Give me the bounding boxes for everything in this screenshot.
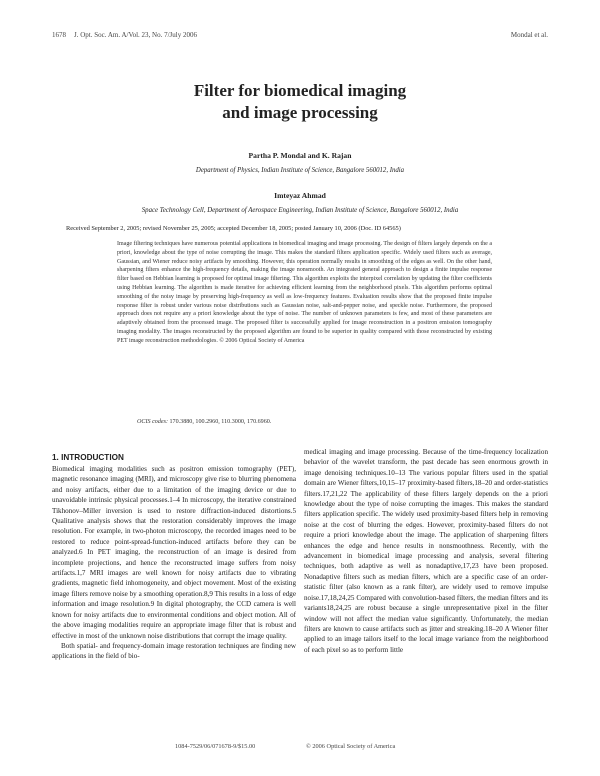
received-dates: Received September 2, 2005; revised November 25, 2005; accepted December 18, 2005; posted January 10, 2006 (Doc. ID 64565) bbox=[66, 225, 401, 232]
intro-paragraph-continued: medical imaging and image processing. Because of the time-frequency localization behavior of the wavelet transform, the past decade has seen enormous growth in image denoising techniques.10–13 The various popular filters used in the spatial domain are Wiener filters,10,15–17 proximity-based filters,18–20 and order-statistics filters.17,21,22 The applicability of these filters largely depends on the a priori knowledge about the type of noise corrupting the images. This makes the standard filters application specific. The widely used proximity-based filters help in removing noise at the cost of blurring the edges. However, proximity-based filters do not require a priori knowledge about the image. The application of sharpening filters enhances the edge and hence results in nonsmoothness. Recently, with the advancement in biomedical image processing and analysis, several filtering techniques, both adaptive as well as nonadaptive,17,23 have been proposed. Nonadaptive filters such as median filters, which are a specific case of an order-statistic filter (also known as a rank filter), are widely used to remove impulse noise.17,18,24,25 Compared with convolution-based filters, the median filters and its variants18,24,25 are robust because a single unrepresentative pixel in the filter window will not affect the median value significantly. Unfortunately, the median filters are known to cause artifacts such as jitter and streaking.18–20 A Wiener filter applied to an image tailors itself to the local image variance from the neighborhood of each pixel so as to perform little bbox=[304, 448, 548, 654]
ocis-codes bbox=[137, 419, 271, 425]
affiliation-2: Space Technology Cell, Department of Aerospace Engineering, Indian Institute of Science, Bangalore 560012, India bbox=[141, 207, 459, 214]
title-line-1: Filter for biomedical imaging bbox=[193, 81, 407, 100]
abstract bbox=[117, 240, 492, 346]
intro-paragraph-2: Both spatial- and frequency-domain image restoration techniques are finding new applications in the field of bio- bbox=[52, 641, 296, 661]
issn-code: 1084-7529/06/071678-9/$15.00 bbox=[175, 743, 256, 750]
section-heading: 1. INTRODUCTION bbox=[52, 453, 124, 462]
right-column bbox=[304, 447, 548, 655]
author-names-2: Imteyaz Ahmad bbox=[274, 191, 326, 200]
ocis-values: 170.3880, 100.2960, 110.3000, 170.6960. bbox=[169, 419, 272, 425]
intro-paragraph-1: Biomedical imaging modalities such as positron emission tomography (PET), magnetic resonance imaging (MRI), and microscopy give rise to blurring phenomena and noisy artifacts, either due to a limitation of the imaging device or due to unavoidable intrinsic physical processes.1–4 In microscopy, the iterative constrained Tikhonov–Miller inversion is used to restore diffraction-induced distortions.5 Qualitative analysis shows that the restoration considerably improves the image resolution. For example, in two-photon microscopy, the recorded images need to be restored to reduce point-spread-function-induced artifacts before they can be analyzed.6 In PET imaging, the reconstruction of an image is desired from incomplete projections, and hence the reconstructed image suffers from noisy artifacts.1,7 MRI images are well known for noisy artifacts due to vibrating gradients, magnetic field inhomogeneity, and object movement. Most of the existing image filters remove noise by a smoothing operation.8,9 This results in a loss of edge information and image resolution.9 In digital photography, the CCD camera is well known for noisy artifacts due to environmental conditions and object motion. All of the above imaging modalities require an appropriate image filter that is robust and effective in most of the unknown noise distributions that corrupt the image quality. bbox=[52, 465, 296, 640]
page-number: 1678 bbox=[52, 31, 66, 39]
journal-citation: J. Opt. Soc. Am. A/Vol. 23, No. 7/July 2006 bbox=[74, 31, 197, 39]
ocis-label: OCIS codes: bbox=[137, 419, 168, 425]
title-line-2: and image processing bbox=[222, 103, 378, 122]
author-names-1: Partha P. Mondal and K. Rajan bbox=[248, 151, 352, 160]
abstract-text: Image filtering techniques have numerous potential applications in biomedical imaging and image processing. The design of filters largely depends on the a priori, knowledge about the type of noise corrupting the image. This makes the standard filters application specific. Widely used filters such as average, Gaussian, and Wiener reduce noisy artifacts by smoothing. However, this operation normally results in smoothing of the edges as well. On the other hand, sharpening filters enhance the high-frequency details, making the image nonsmooth. An integrated general approach to design a finite impulse response filter based on Hebbian learning is proposed for optimal image filtering. This algorithm exploits the interpixel correlation by updating the filter coefficients using Hebbian learning. The algorithm is made iterative for achieving efficient learning from the neighborhood pixels. This algorithm performs optimal smoothing of the noisy image by preserving high-frequency as well as low-frequency features. Evaluation results show that the proposed finite impulse response filter is robust under various noise distributions such as Gaussian noise, salt-and-pepper noise, and speckle noise. Furthermore, the proposed approach does not require any a priori knowledge about the type of noise. The number of unknown parameters is few, and most of these parameters are adaptively obtained from the processed image. The proposed filter is successfully applied for image reconstruction in a positron emission tomography imaging modality. The images reconstructed by the proposed algorithm are found to be superior in quality compared with those reconstructed by existing PET image reconstruction methodologies. © 2006 Optical Society of America bbox=[117, 241, 492, 344]
copyright: © 2006 Optical Society of America bbox=[306, 743, 396, 750]
running-header bbox=[52, 31, 548, 43]
left-column bbox=[52, 452, 296, 662]
affiliation-1: Department of Physics, Indian Institute of Science, Bangalore 560012, India bbox=[195, 167, 405, 174]
running-authors: Mondal et al. bbox=[510, 31, 548, 39]
paper-title bbox=[0, 80, 600, 124]
